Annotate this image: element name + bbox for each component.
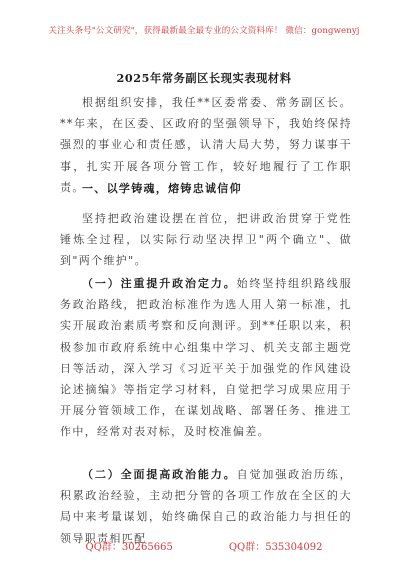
item-1-heading: （一）注重提升政治定力。 (82, 277, 237, 290)
item-1-text: 始终坚持组织路线服务政治路线，把政治标准作为选人用人第一标准，扎实开展政治素质考察和反向测评。到**任职以来，积极参加市政府系统中心组集中学习、机关支部主题党日等活动，深入学习《习近平关于加强党的作风建设论述摘编》等指定学习材料，自觉把学习成果应用于开展分管领域工作，在谋划战略、部署任务、推进工作中，经常对表对标，及时校准偏差。 (60, 277, 352, 439)
item-paragraph-1 (60, 273, 352, 443)
item-paragraph-2 (60, 464, 352, 549)
promo-footer (0, 538, 408, 553)
item-2-text: 自觉加强政治历练，积累政治经验，主动把分管的各项工作放在全区的大局中来考量谋划，始终确保自己的政治能力与担任的领导职责相匹配 (60, 468, 352, 545)
document-title: 2025年常务副区长现实表现材料 (116, 71, 292, 85)
item-2-heading: （二）全面提高政治能力。 (82, 468, 237, 481)
qq-group-2: QQ群：535304092 (228, 542, 323, 553)
section-paragraph: 坚持把政治建设摆在首位，把讲政治贯穿于党性锤炼全过程，以实际行动坚决捍卫"两个确立"、做到"两个维护"。 (60, 212, 352, 268)
section-heading: 一、以学铸魂，熔铸忠诚信仰 (82, 182, 242, 195)
qq-group-1: QQ群：30265665 (85, 542, 173, 553)
intro-paragraph: 根据组织安排，我任**区委常委、常务副区长。**年来，在区委、区政府的坚强领导下，我始终保持强烈的事业心和责任感，认清大局大势，努力谋事干事，扎实开展各项分管工作，较好地履行了工作职责。 (60, 96, 352, 194)
promo-header: 关注头条号"公文研究"，获得最新最全最专业的公文资料库！ 微信：gongwenyj (48, 26, 360, 36)
